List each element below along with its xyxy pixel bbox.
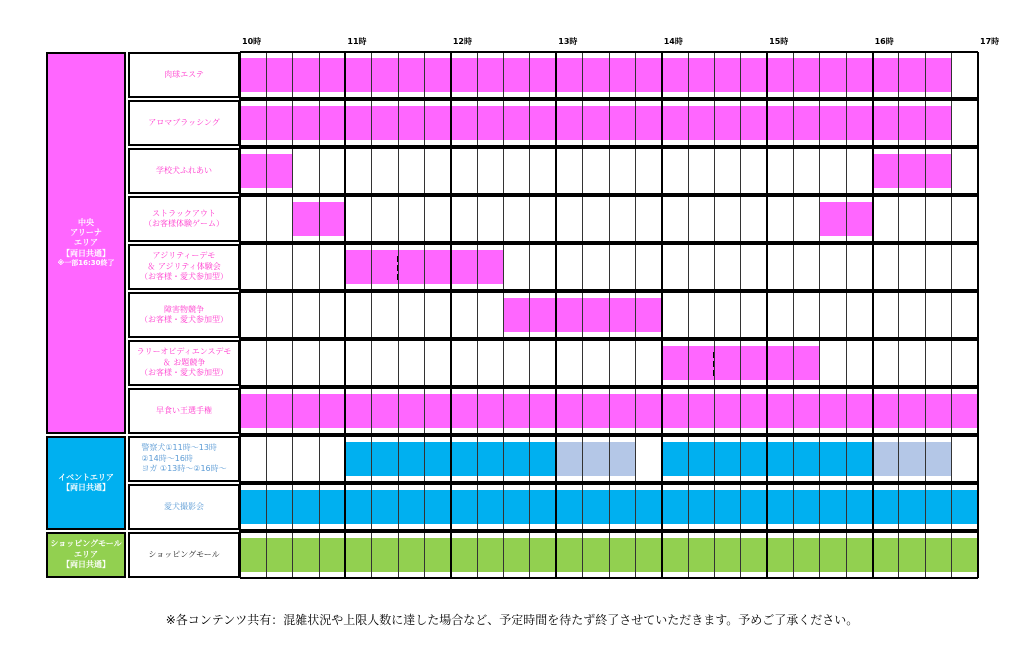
row-gridline xyxy=(240,483,978,485)
row-label xyxy=(128,52,240,98)
row-label xyxy=(128,532,240,578)
hour-label: 13時 xyxy=(558,37,578,46)
area-label-line: ※一部16:30終了 xyxy=(57,259,115,268)
row-label-line: 障害物競争 xyxy=(164,304,204,314)
row-label-line: （お客様・愛犬参加型） xyxy=(140,315,228,324)
quarter-gridline xyxy=(819,52,820,578)
row-label-text xyxy=(164,70,204,80)
area-label-line: 【両日共通】 xyxy=(62,248,110,258)
row-label-line: ストラックアウト xyxy=(152,208,216,218)
quarter-gridline xyxy=(477,52,478,578)
schedule-bar-pink xyxy=(873,154,952,188)
area-label-line: 中央 xyxy=(78,217,94,227)
row-label-text xyxy=(137,347,232,378)
row-label-line: 学校犬ふれあい xyxy=(156,165,212,175)
area-label-line: エリア xyxy=(73,549,98,559)
row-gridline xyxy=(240,51,978,53)
quarter-gridline xyxy=(635,52,636,578)
quarter-gridline xyxy=(266,52,267,578)
quarter-gridline xyxy=(846,52,847,578)
row-label xyxy=(128,436,240,482)
quarter-gridline xyxy=(529,52,530,578)
hour-gridline xyxy=(872,52,874,578)
quarter-gridline xyxy=(609,52,610,578)
row-gridline xyxy=(240,147,978,149)
row-gridline xyxy=(240,99,978,101)
quarter-gridline xyxy=(740,52,741,578)
row-label xyxy=(128,148,240,194)
hour-label: 11時 xyxy=(347,37,367,46)
hour-gridline xyxy=(239,52,241,578)
row-gridline xyxy=(240,387,978,389)
row-label-line: 愛犬撮影会 xyxy=(164,501,204,511)
hour-label: 17時 xyxy=(980,37,1000,46)
quarter-gridline xyxy=(398,52,399,578)
row-label-text xyxy=(164,502,204,512)
row-label xyxy=(128,100,240,146)
row-gridline xyxy=(240,435,978,437)
row-label-line: ヨガ ①13時～②16時～ xyxy=(141,464,227,474)
row-label-line: 警察犬①11時～13時 xyxy=(141,443,217,453)
area-block-green xyxy=(46,532,126,578)
row-label-line: ラリーオビディエンスデモ xyxy=(136,347,232,357)
hour-gridline xyxy=(555,52,557,578)
quarter-gridline xyxy=(793,52,794,578)
hour-label: 14時 xyxy=(663,37,683,46)
area-label-line: 【両日共通】 xyxy=(61,560,110,570)
quarter-gridline xyxy=(424,52,425,578)
row-label-text xyxy=(148,118,219,128)
row-gridline xyxy=(240,291,978,293)
row-gridline xyxy=(240,243,978,245)
area-label xyxy=(57,218,114,269)
row-label-line: 早食い王選手権 xyxy=(156,405,212,415)
hour-label: 12時 xyxy=(452,37,472,46)
hour-label: 15時 xyxy=(769,37,789,46)
row-label xyxy=(128,244,240,290)
hour-gridline xyxy=(661,52,663,578)
schedule-bar-gray_blue xyxy=(556,442,635,476)
row-gridline xyxy=(240,577,978,579)
area-label-line: ショッピングモール xyxy=(50,539,122,549)
hour-gridline xyxy=(344,52,346,578)
row-label-line: ②14時～16時 xyxy=(141,453,193,463)
row-gridline xyxy=(240,531,978,533)
area-label-line: 【両日共通】 xyxy=(62,483,110,492)
row-label xyxy=(128,484,240,530)
row-label-line: ＆ お題競争 xyxy=(162,357,206,367)
row-label-line: 肉球エステ xyxy=(164,69,204,79)
quarter-gridline xyxy=(898,52,899,578)
hour-gridline xyxy=(977,52,979,578)
quarter-gridline xyxy=(714,52,715,578)
area-block-pink xyxy=(46,52,126,434)
row-label-text xyxy=(156,406,212,416)
quarter-gridline xyxy=(582,52,583,578)
hour-gridline xyxy=(450,52,452,578)
row-label-line: ＆ アジリティ体験会 xyxy=(147,261,221,271)
quarter-gridline xyxy=(371,52,372,578)
row-label-text xyxy=(140,251,228,282)
quarter-gridline xyxy=(951,52,952,578)
quarter-gridline xyxy=(925,52,926,578)
row-gridline xyxy=(240,339,978,341)
row-label-line: （お客様・愛犬参加型） xyxy=(140,272,228,282)
row-label-text xyxy=(148,550,219,560)
row-label xyxy=(128,292,240,338)
hour-gridline xyxy=(766,52,768,578)
footnote: ※各コンテンツ共有：混雑状況や上限人数に達した場合など、予定時間を待たず終了させていただきます。予めご了承ください。 xyxy=(165,613,859,627)
hour-label: 16時 xyxy=(874,37,894,46)
area-label xyxy=(50,539,121,570)
schedule-bar-gray_blue xyxy=(873,442,952,476)
quarter-gridline xyxy=(292,52,293,578)
area-label xyxy=(58,473,114,494)
row-label xyxy=(128,196,240,242)
row-label-text xyxy=(141,443,226,474)
quarter-gridline xyxy=(503,52,504,578)
row-label xyxy=(128,340,240,386)
row-label-line: アロマブラッシング xyxy=(148,117,220,127)
row-label-text xyxy=(140,305,228,326)
area-label-line: アリーナ xyxy=(70,228,102,238)
row-label-line: （お客様・愛犬参加型） xyxy=(140,368,228,378)
hour-label: 10時 xyxy=(242,37,262,46)
quarter-gridline xyxy=(688,52,689,578)
quarter-gridline xyxy=(319,52,320,578)
row-gridline xyxy=(240,195,978,197)
row-label-text xyxy=(144,209,224,230)
row-label-line: （お客様体験ゲーム） xyxy=(144,219,224,228)
area-block-blue xyxy=(46,436,126,530)
row-label xyxy=(128,388,240,434)
area-label-line: イベントエリア xyxy=(58,472,114,482)
row-label-text xyxy=(156,166,212,176)
row-label-line: ショッピングモール xyxy=(148,549,220,559)
area-label-line: エリア xyxy=(74,238,98,248)
row-label-line: アジリティーデモ xyxy=(152,251,216,261)
